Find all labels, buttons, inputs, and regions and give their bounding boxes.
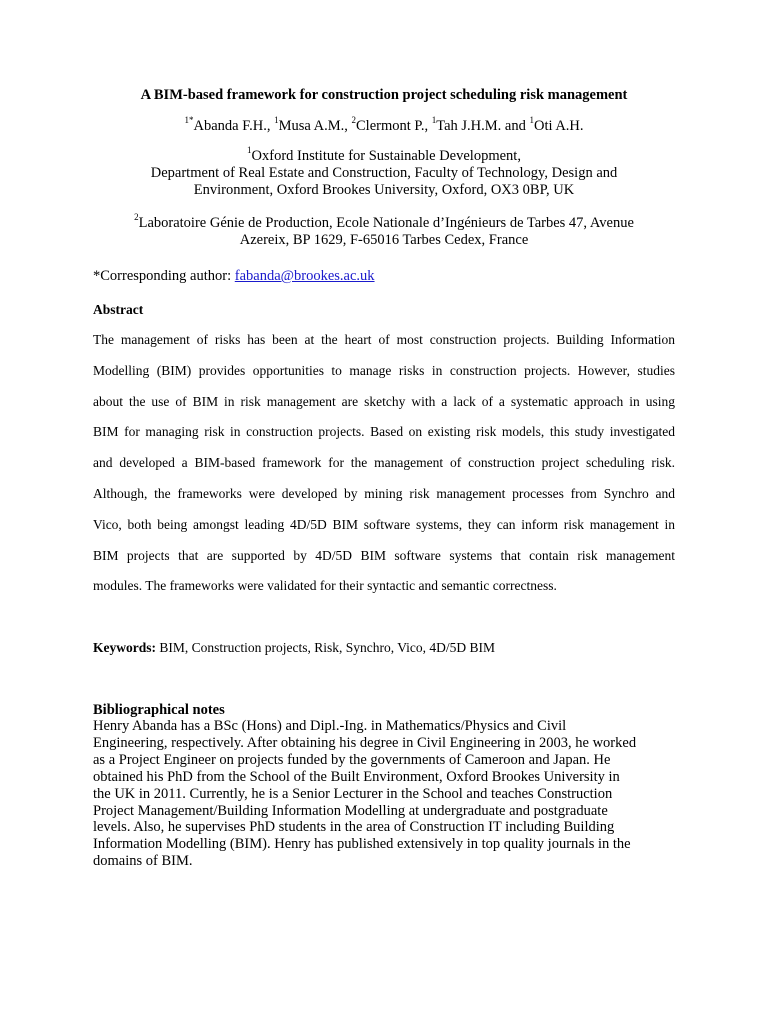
abstract-line: Modelling (BIM) provides opportunities to manage risks in construction projects. However, studies — [93, 362, 675, 378]
bibliography-line: the UK in 2011. Currently, he is a Senior Lecturer in the School and teaches Construction — [93, 785, 613, 802]
author-entry — [431, 115, 530, 134]
affiliation-2 — [90, 212, 678, 249]
affiliation-1 — [90, 145, 678, 199]
author-entry — [274, 115, 352, 134]
affiliation-line: Environment, Oxford Brookes University, Oxford, OX3 0BP, UK — [193, 182, 575, 198]
affiliation-line: $^1$Oxford Institute for Sustainable Development, — [247, 145, 521, 164]
abstract-body — [93, 325, 675, 602]
bibliography-body — [93, 718, 675, 870]
bibliography-line: Project Management/Building Information Modelling at undergraduate and postgraduate — [93, 802, 608, 819]
affiliation-line: Azereix, BP 1629, F-65016 Tarbes Cedex, France — [239, 232, 529, 248]
bibliography-heading: Bibliographical notes — [93, 702, 225, 718]
corresponding-author — [93, 266, 675, 286]
paper-title: A BIM-based framework for construction project scheduling risk management — [140, 87, 628, 103]
bibliography-line: levels. Also, he supervises PhD students in the area of Construction IT including Building — [93, 819, 615, 836]
affiliation-mark: 1 — [274, 115, 279, 126]
author-entry — [351, 115, 432, 134]
affiliation-mark: 2 — [351, 115, 356, 126]
affiliation-line: $^2$Laboratoire Génie de Production, Ecole Nationale d’Ingénieurs de Tarbes 47, Avenue — [134, 212, 634, 231]
author-list — [90, 116, 678, 136]
abstract-line: BIM for managing risk in construction projects. Based on existing risk models, this study investigated — [93, 424, 675, 440]
abstract-line: about the use of BIM in risk management are sketchy with a lack of a systematic approach in using — [93, 393, 675, 409]
keywords-label: Keywords: — [93, 640, 156, 655]
author-entry — [184, 115, 275, 134]
affiliation-mark: 1 — [529, 115, 534, 126]
affiliation-mark: 1 — [431, 115, 437, 126]
author-name: Tah J.H.M. and — [436, 118, 530, 134]
abstract-line: Vico, both being amongst leading 4D/5D BIM software systems, they can inform risk management in — [93, 516, 675, 532]
author-name: Musa A.M., — [278, 118, 352, 134]
affiliation-line: Department of Real Estate and Construction, Faculty of Technology, Design and — [150, 165, 618, 181]
affiliation-mark: 1* — [184, 115, 194, 126]
affiliation-mark: 2 — [134, 212, 139, 223]
abstract-line: BIM projects that are supported by 4D/5D BIM software systems that contain risk management — [93, 547, 675, 563]
bibliography-line: Information Modelling (BIM). Henry has published extensively in top quality journals in the — [93, 836, 631, 853]
abstract-heading: Abstract — [93, 302, 144, 317]
bibliography-line: obtained his PhD from the School of the Built Environment, Oxford Brookes University in — [93, 768, 620, 785]
keywords-text: BIM, Construction projects, Risk, Synchro, Vico, 4D/5D BIM — [156, 640, 496, 655]
bibliography-line: Henry Abanda has a BSc (Hons) and Dipl.-Ing. in Mathematics/Physics and Civil — [93, 718, 567, 734]
author-name: Oti A.H. — [533, 118, 584, 134]
author-name: Abanda F.H., — [193, 118, 275, 134]
abstract-line: Although, the frameworks were developed by mining risk management processes from Synchro and — [93, 485, 675, 501]
bibliography-line: Engineering, respectively. After obtaining his degree in Civil Engineering in 2003, he worked — [93, 734, 637, 751]
abstract-line: modules. The frameworks were validated for their syntactic and semantic correctness. — [93, 578, 557, 594]
corresponding-email-link[interactable]: fabanda@brookes.ac.uk — [234, 268, 375, 284]
bibliography-line: domains of BIM. — [93, 853, 193, 870]
bibliography-line: as a Project Engineer on projects funded by the governments of Cameroon and Japan. He — [93, 751, 611, 768]
abstract-line: and developed a BIM-based framework for the management of construction project scheduling risk. — [93, 455, 675, 471]
abstract-line: The management of risks has been at the heart of most construction projects. Building Information — [93, 332, 675, 347]
corresponding-label: *Corresponding author: — [93, 268, 235, 284]
author-entry — [529, 115, 584, 134]
keywords — [93, 639, 675, 657]
affiliation-mark: 1 — [247, 145, 252, 156]
author-name: Clermont P., — [356, 118, 432, 134]
